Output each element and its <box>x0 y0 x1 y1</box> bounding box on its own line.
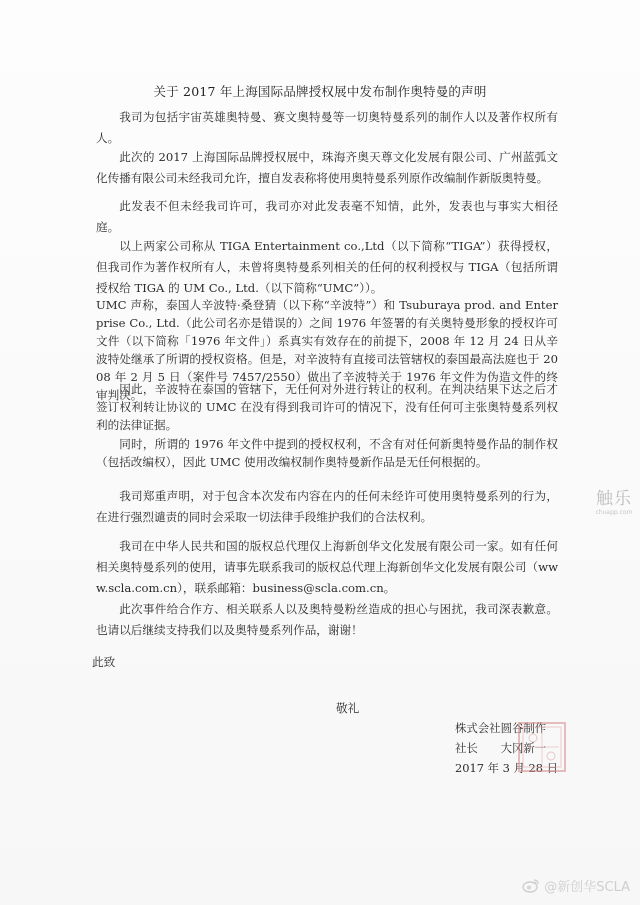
signature-date: 2017 年 3 月 28 日 <box>455 761 559 775</box>
signature-president: 社长 大冈新一 <box>455 741 547 755</box>
paragraph-6: 因此，辛波特在泰国的管辖下，无任何对外进行转让的权利。在判决结果下达之后才签订权利转让协议的 UMC 在没有得到我司许可的情况下，没有任何可主张奥特曼系列权利的法律证据。 <box>96 382 558 432</box>
chuapp-logo-mark: 触乐 <box>596 489 632 509</box>
chuapp-logo-url: chuapp.com <box>595 509 633 516</box>
regards-text: 敬礼 <box>336 701 360 715</box>
paragraph-8: 我司郑重声明，对于包含本次发布内容在内的任何未经许可使用奥特曼系列的行为，在进行强烈谴责的同时会采取一切法律手段维护我们的合法权利。 <box>96 489 558 524</box>
paragraph-10: 此次事件给合作方、相关联系人以及奥特曼粉丝造成的担心与困扰，我司深表歉意。也请以后继续支持我们以及奥特曼系列作品，谢谢！ <box>96 602 558 637</box>
company-seal-stamp <box>516 720 568 774</box>
paragraph-5: UMC 声称，泰国人辛波特·桑登猜（以下称“辛波特”）和 Tsuburaya prod. and Enterprise Co., Ltd.（此公司名亦是错误的）之间 1976 年签署的有关奥特曼形象的授权许可文件（以下简称「1976 年文件」）系真实有效存在的前提下，2008 年 12 月 24 日从辛波特处继承了所谓的授权资格。但是，对辛波特有直接司法管辖权的泰国最高法庭也于 2008 年 2 月 5 日（案件号 7457/2550）做出了辛波特关于 1976 年文件为伪造文件的终审判决。 <box>96 298 558 402</box>
paragraph-2: 此次的 2017 上海国际品牌授权展中，珠海齐奥天尊文化发展有限公司、广州蓝弧文化传播有限公司未经我司允许，擅自发表称将使用奥特曼系列原作改编制作新版奥特曼。 <box>96 150 558 185</box>
paragraph-1: 我司为包括宇宙英雄奥特曼、赛文奥特曼等一切奥特曼系列的制作人以及著作权所有人。 <box>96 110 558 145</box>
signature-company: 株式会社圆谷制作 <box>455 721 547 735</box>
document-title: 关于 2017 年上海国际品牌授权展中发布制作奥特曼的声明 <box>153 84 487 99</box>
closing-text: 此致 <box>92 655 116 669</box>
paragraph-3: 此发表不但未经我司许可，我司亦对此发表毫不知情，此外，发表也与事实大相径庭。 <box>96 199 558 234</box>
weibo-watermark <box>522 876 630 895</box>
chuapp-logo <box>592 484 636 516</box>
paragraph-7: 同时，所谓的 1976 年文件中提到的授权权利，不含有对任何新奥特曼作品的制作权（包括改编权），因此 UMC 使用改编权制作奥特曼新作品是无任何根据的。 <box>96 437 558 469</box>
paragraph-9: 我司在中华人民共和国的版权总代理仅上海新创华文化发展有限公司一家。如有任何相关奥特曼系列的使用，请事先联系我司的版权总代理上海新创华文化发展有限公司（www.scla.com.cn），联系邮箱：business@scla.com.cn。 <box>96 539 558 595</box>
paragraph-4: 以上两家公司称从 TIGA Entertainment co.,Ltd（以下简称“TIGA”）获得授权，但我司作为著作权所有人，未曾将奥特曼系列相关的任何的权利授权与 TIGA（包括所谓授权给 TIGA 的 UM Co., Ltd.（以下简称“UMC”））。 <box>96 239 558 295</box>
weibo-icon <box>522 878 540 893</box>
watermark-text: @新创华SCLA <box>544 880 630 895</box>
